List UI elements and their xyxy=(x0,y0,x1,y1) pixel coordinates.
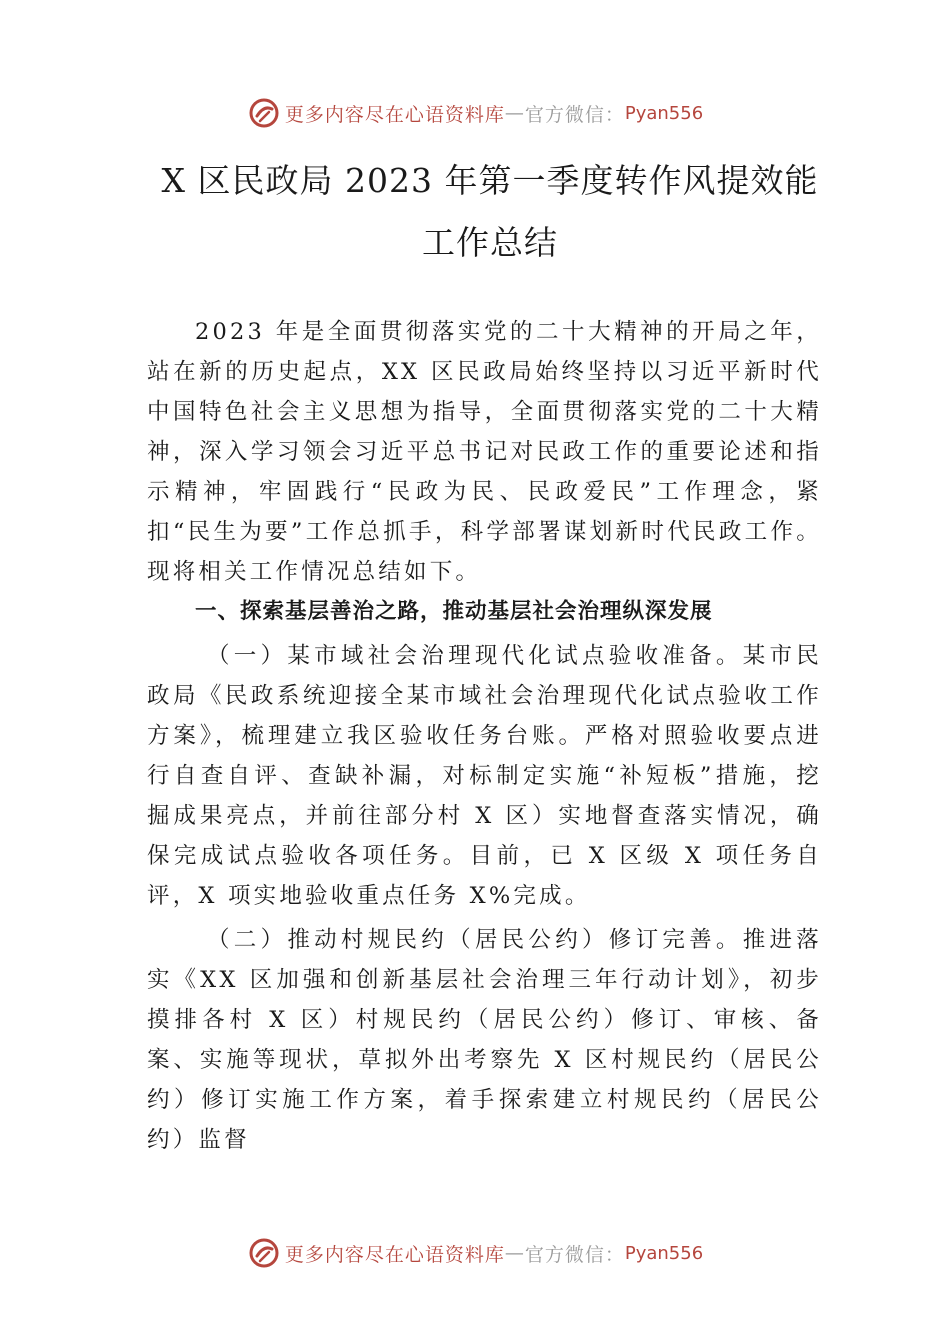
seal-logo-icon xyxy=(247,96,281,130)
watermark-banner-bottom xyxy=(0,1236,950,1270)
seal-logo-icon xyxy=(247,1236,281,1270)
watermark-separator: — xyxy=(504,102,525,124)
watermark-text: 更多内容尽在心语资料库 xyxy=(284,1243,505,1266)
document-title xyxy=(130,150,850,274)
watermark-account: Pyan556 xyxy=(624,102,704,124)
title-line-2: 工作总结 xyxy=(422,223,558,262)
item-2-paragraph: （二）推动村规民约（居民公约）修订完善。推进落实《XX 区加强和创新基层社会治理三年行动计划》，初步摸排各村 X 区）村规民约（居民公约）修订、审核、备案、实施等现状，草拟外出考察先 X 区村规民约（居民公约）修订实施工作方案，着手探索建立村规民约（居民公约）监督 xyxy=(147,927,822,1153)
intro-paragraph: 2023 年是全面贯彻落实党的二十大精神的开局之年，站在新的历史起点，XX 区民政局始终坚持以习近平新时代中国特色社会主义思想为指导，全面贯彻落实党的二十大精神，深入学习领会习近平总书记对民政工作的重要论述和指示精神，牢固践行“民政为民、民政爱民”工作理念，紧扣“民生为要”工作总抓手，科学部署谋划新时代民政工作。 现将相关工作情况总结如下。 xyxy=(147,319,822,585)
watermark-label: 官方微信： xyxy=(524,103,625,126)
item-1-paragraph: （一）某市域社会治理现代化试点验收准备。某市民政局《民政系统迎接全某市域社会治理现代化试点验收工作方案》，梳理建立我区验收任务台账。严格对照验收要点进行自查自评、查缺补漏，对标制定实施“补短板”措施，挖 掘成果亮点，并前往部分村 X 区）实地督查落实情况，确保完成试点验收各项任务。目前，已 X 区级 X 项任务自评，X 项实地验收重点任务 X%完成。 xyxy=(147,643,822,909)
watermark-label: 官方微信： xyxy=(524,1243,625,1266)
watermark-banner-top xyxy=(0,96,950,130)
watermark-text: 更多内容尽在心语资料库 xyxy=(284,103,505,126)
section-1-heading: 一、探索基层善治之路，推动基层社会治理纵深发展 xyxy=(195,599,713,624)
watermark-separator: — xyxy=(504,1242,525,1264)
title-line-1: X 区民政局 2023 年第一季度转作风提效能 xyxy=(161,161,819,200)
watermark-account: Pyan556 xyxy=(624,1242,704,1264)
